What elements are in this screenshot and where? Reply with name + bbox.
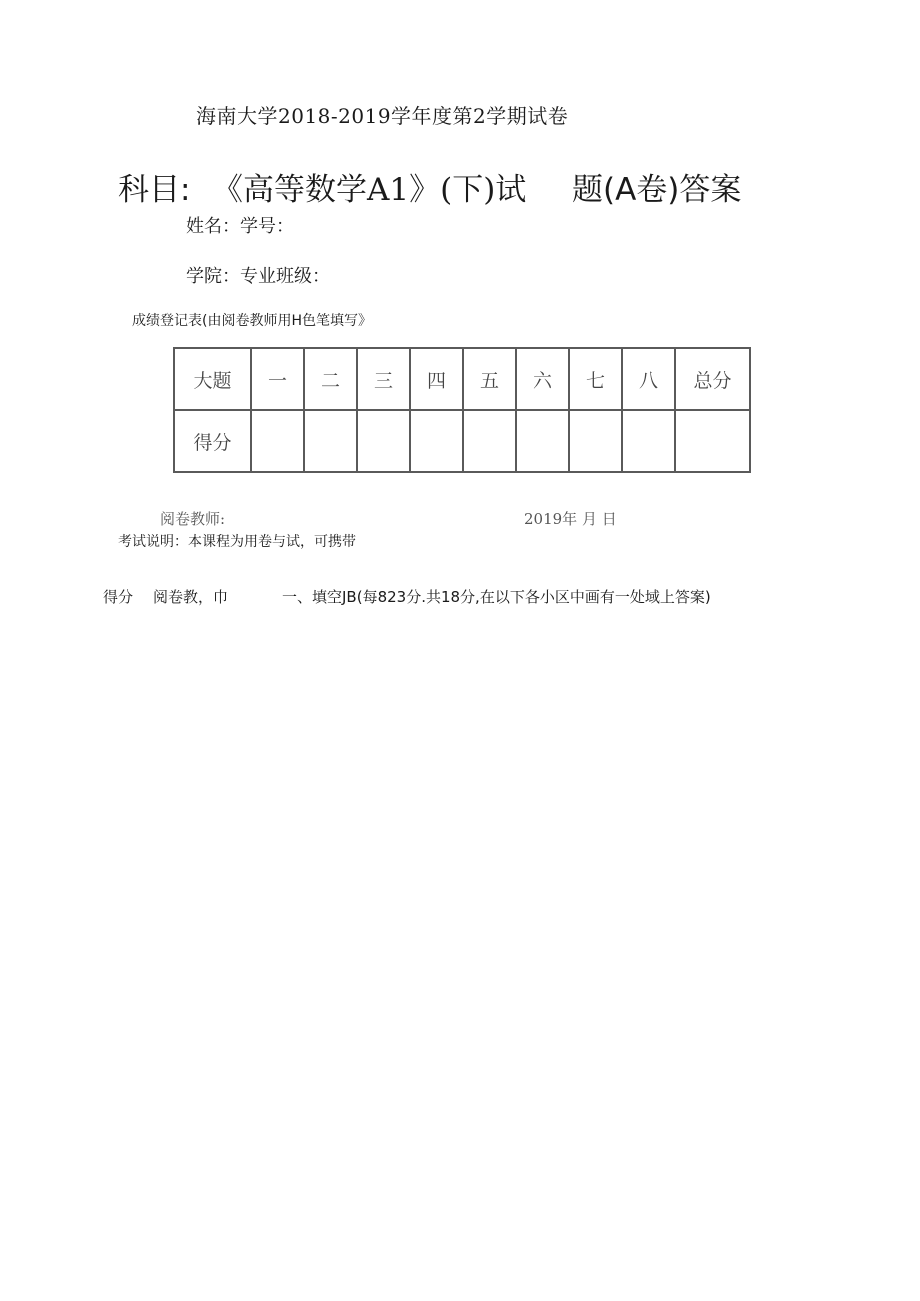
score-cell	[463, 410, 516, 472]
score-cell	[622, 410, 675, 472]
column-header: 四	[410, 348, 463, 410]
column-header: 六	[516, 348, 569, 410]
section1-grader-label: 阅卷教，巾	[153, 588, 229, 606]
column-header: 二	[304, 348, 357, 410]
row-header-question: 大题	[174, 348, 251, 410]
subject-name: 《高等数学A1》(下)试	[212, 172, 527, 208]
table-row-questions	[174, 348, 750, 410]
subject-suffix: 题(A卷)答案	[572, 172, 742, 208]
name-id-field: 姓名：学号：	[186, 216, 294, 237]
total-score-cell	[675, 410, 750, 472]
score-cell	[569, 410, 622, 472]
college-major-field: 学院：专业班级：	[186, 266, 330, 287]
column-header: 三	[357, 348, 410, 410]
grader-signature-label: 阅卷教师:	[160, 510, 226, 528]
column-header: 五	[463, 348, 516, 410]
column-header: 七	[569, 348, 622, 410]
total-header: 总分	[675, 348, 750, 410]
exam-instructions: 考试说明：本课程为用卷与试，可携带	[118, 534, 356, 550]
table-row-scores	[174, 410, 750, 472]
column-header: 一	[251, 348, 304, 410]
section1-title: 一、填空JB(每823分.共18分,在以下各小区中画有一处域上答案)	[282, 588, 711, 606]
section1-score-label: 得分	[103, 588, 134, 606]
score-cell	[251, 410, 304, 472]
score-cell	[516, 410, 569, 472]
subject-label: 科目:	[118, 172, 191, 208]
score-register-table	[173, 347, 751, 473]
university-exam-title: 海南大学2018-2019学年度第2学期试卷	[196, 104, 569, 128]
score-cell	[357, 410, 410, 472]
score-cell	[304, 410, 357, 472]
row-header-score: 得分	[174, 410, 251, 472]
score-table-caption: 成绩登记表(由阅卷教师用H色笔填写》	[132, 313, 372, 329]
score-cell	[410, 410, 463, 472]
column-header: 八	[622, 348, 675, 410]
grading-date: 2019年 月 日	[524, 510, 617, 528]
